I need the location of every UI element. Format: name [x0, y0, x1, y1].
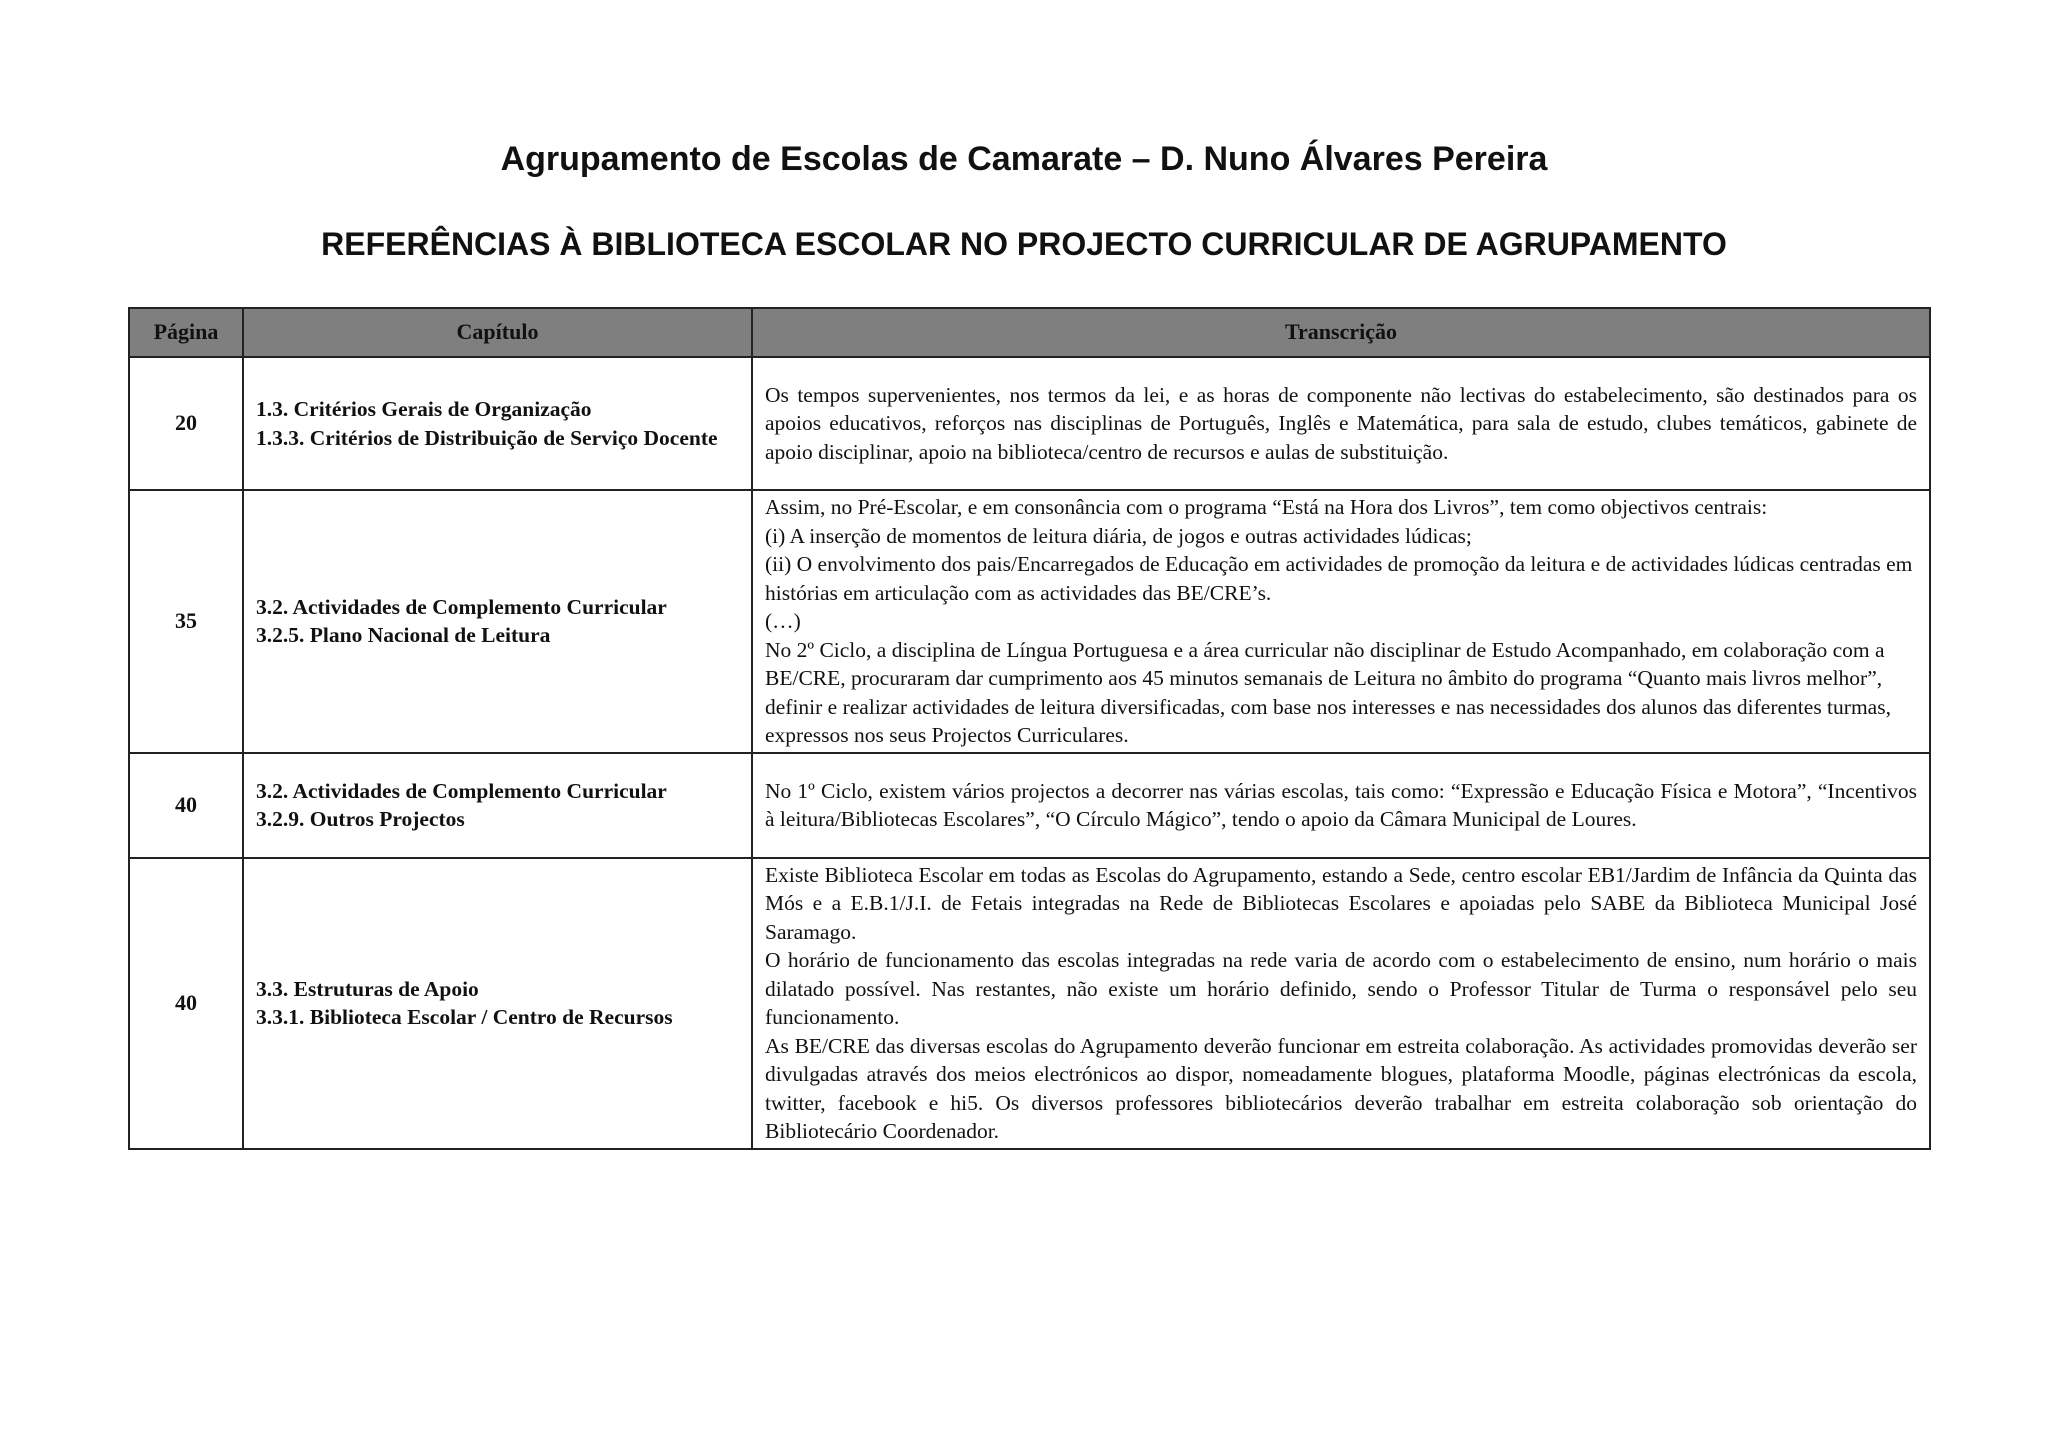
- cell-chapter: [243, 753, 752, 858]
- cell-page: 40: [129, 753, 243, 858]
- cell-transcription: [752, 753, 1930, 858]
- chapter-line: 3.3.1. Biblioteca Escolar / Centro de Recursos: [256, 1005, 673, 1029]
- transcription-paragraph: (i) A inserção de momentos de leitura diária, de jogos e outras actividades lúdicas;: [765, 523, 1472, 548]
- header-chapter: Capítulo: [243, 308, 752, 357]
- document-subtitle: REFERÊNCIAS À BIBLIOTECA ESCOLAR NO PROJECTO CURRICULAR DE AGRUPAMENTO: [321, 226, 1727, 262]
- chapter-line: 3.2.9. Outros Projectos: [256, 807, 465, 831]
- transcription-paragraph: No 1º Ciclo, existem vários projectos a decorrer nas várias escolas, tais como: “Expressão e Educação Física e Motora”, “Incentivos à leitura/Bibliotecas Escolares”, “O Círculo Mágico”, tendo o apoio da Câmara Municipal de Loures.: [765, 778, 1917, 831]
- cell-transcription: [752, 357, 1930, 490]
- cell-chapter: [243, 357, 752, 490]
- chapter-line: 1.3.3. Critérios de Distribuição de Serviço Docente: [256, 425, 718, 450]
- transcription-paragraph: O horário de funcionamento das escolas integradas na rede varia de acordo com o estabelecimento de ensino, num horário o mais dilatado possível. Nas restantes, não existe um horário definido, sendo o Professor Titular de Turma o responsável pelo seu funcionamento.: [765, 948, 1917, 1029]
- chapter-line: 3.3. Estruturas de Apoio: [256, 976, 479, 1001]
- cell-page: 40: [129, 858, 243, 1149]
- references-table: [128, 307, 1931, 1150]
- table-row: [129, 858, 1930, 1149]
- chapter-line: 1.3. Critérios Gerais de Organização: [256, 397, 592, 421]
- transcription-paragraph: Os tempos supervenientes, nos termos da lei, e as horas de componente não lectivas do estabelecimento, são destinados para os apoios educativos, reforços nas disciplinas de Português, Inglês e Matemática, para sala de estudo, clubes temáticos, gabinete de apoio disciplinar, apoio na biblioteca/centro de recursos e aulas de substituição.: [765, 382, 1917, 464]
- transcription-paragraph: As BE/CRE das diversas escolas do Agrupamento deverão funcionar em estreita colaboração. As actividades promovidas deverão ser divulgadas através dos meios electrónicos ao dispor, nomeadamente blogues, plataforma Moodle, páginas electrónicas da escola, twitter, facebook e hi5. Os diversos professores bibliotecários deverão trabalhar em estreita colaboração sob orientação do Bibliotecário Coordenador.: [765, 1033, 1917, 1143]
- cell-transcription: [752, 858, 1930, 1149]
- transcription-paragraph: Assim, no Pré-Escolar, e em consonância com o programa “Está na Hora dos Livros”, tem como objectivos centrais:: [765, 495, 1768, 519]
- header-transcription: Transcrição: [752, 308, 1930, 357]
- transcription-paragraph: (…): [765, 609, 801, 633]
- cell-chapter: [243, 490, 752, 753]
- table-row: [129, 490, 1930, 753]
- cell-page: 35: [129, 490, 243, 753]
- transcription-paragraph: (ii) O envolvimento dos pais/Encarregados de Educação em actividades de promoção da leitura e de actividades lúdicas centradas em histórias em articulação com as actividades das BE/CRE’s.: [765, 552, 1913, 605]
- chapter-line: 3.2. Actividades de Complemento Curricular: [256, 594, 667, 619]
- document-title: Agrupamento de Escolas de Camarate – D. Nuno Álvares Pereira: [500, 140, 1548, 178]
- header-page: Página: [129, 308, 243, 357]
- cell-transcription: [752, 490, 1930, 753]
- cell-chapter: [243, 858, 752, 1149]
- cell-page: 20: [129, 357, 243, 490]
- table-header-row: [129, 308, 1930, 357]
- table-row: [129, 357, 1930, 490]
- chapter-line: 3.2. Actividades de Complemento Curricular: [256, 778, 667, 803]
- transcription-paragraph: No 2º Ciclo, a disciplina de Língua Portuguesa e a área curricular não disciplinar de Estudo Acompanhado, em colaboração com a BE/CRE, procuraram dar cumprimento aos 45 minutos semanais de Leitura no âmbito do programa “Quanto mais livros melhor”, definir e realizar actividades de leitura diversificadas, com base nos interesses e nas necessidades dos alunos das diferentes turmas, expressos nos seus Projectos Curriculares.: [765, 637, 1891, 747]
- table-row: [129, 753, 1930, 858]
- transcription-paragraph: Existe Biblioteca Escolar em todas as Escolas do Agrupamento, estando a Sede, centro escolar EB1/Jardim de Infância da Quinta das Mós e a E.B.1/J.I. de Fetais integradas na Rede de Bibliotecas Escolares e apoiadas pelo SABE da Biblioteca Municipal José Saramago.: [765, 862, 1917, 944]
- chapter-line: 3.2.5. Plano Nacional de Leitura: [256, 623, 551, 648]
